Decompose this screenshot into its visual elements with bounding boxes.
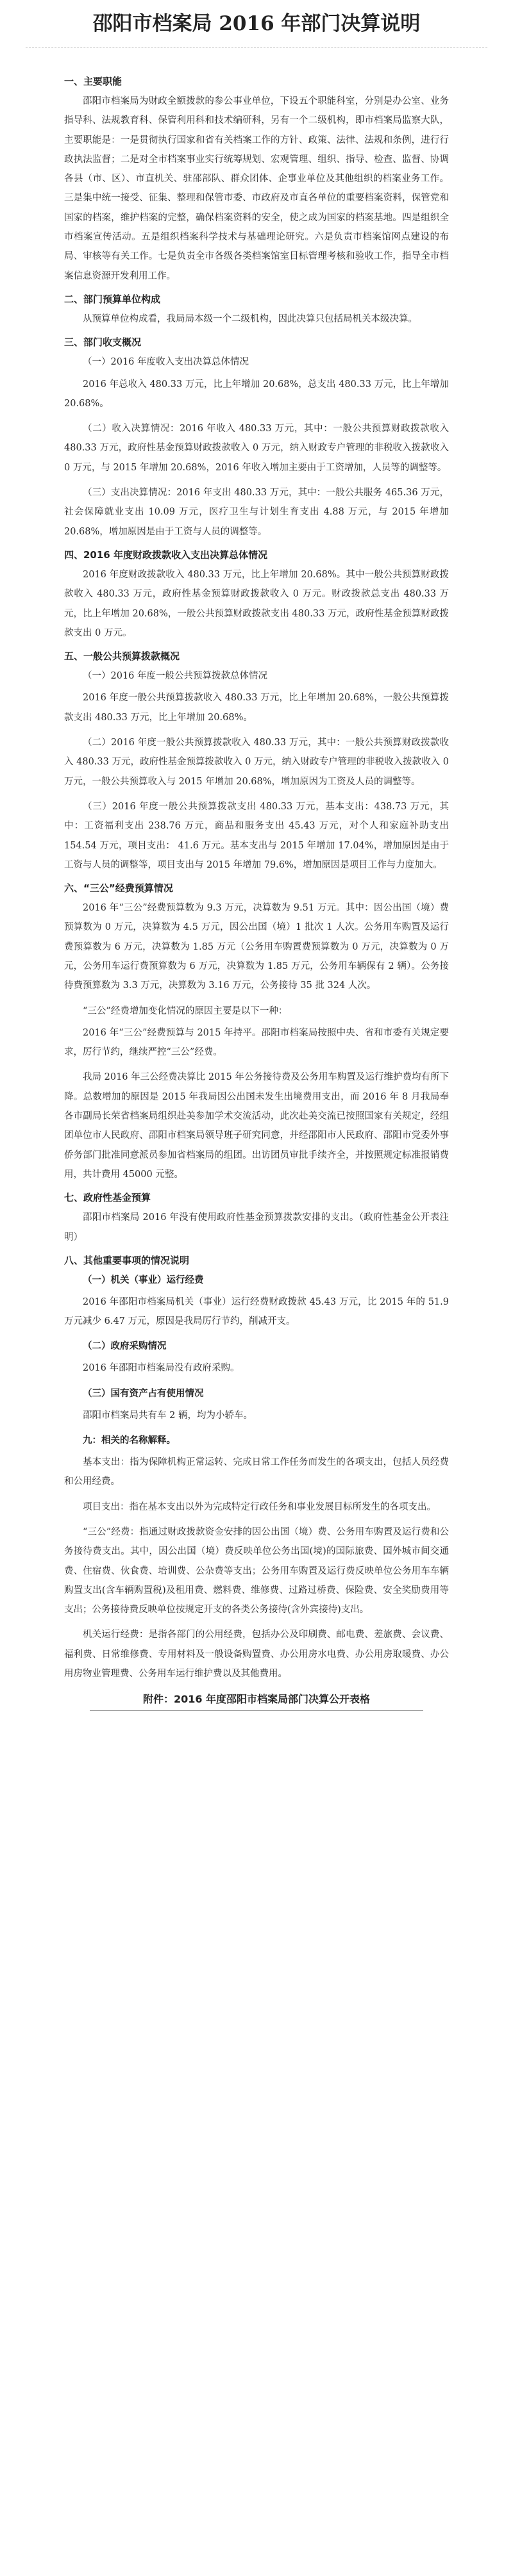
section-heading-income-expense: 三、部门收支概况 bbox=[64, 336, 142, 349]
paragraph: “三公”经费增加变化情况的原因主要是以下一种： bbox=[83, 1005, 288, 1016]
sub-heading-procurement: （二）政府采购情况 bbox=[83, 1341, 167, 1352]
paragraph: 邵阳市档案局 2016 年没有使用政府性基金预算拨款安排的支出。（政府性基金公开表注明） bbox=[64, 1212, 449, 1243]
section-heading-government-fund: 七、政府性基金预算 bbox=[64, 1192, 151, 1204]
sub-heading-state-assets: （三）国有资产占有使用情况 bbox=[83, 1388, 204, 1399]
paragraph: 2016 年邵阳市档案局机关（事业）运行经费财政拨款 45.43 万元，比 2015 年的 51.9 万元减少 6.47 万元，原因是我局厉行节约，削减开支。 bbox=[64, 1296, 449, 1327]
section-heading-other-matters: 八、其他重要事项的情况说明 bbox=[64, 1254, 190, 1266]
title-divider bbox=[26, 47, 487, 48]
paragraph: 2016 年“三公”经费预算数为 9.3 万元，决算数为 9.51 万元。其中：因公出国（境）费预算数为 0 万元，决算数为 4.5 万元，因公出国（境）1 批次 1 人次。公务用车购置及运行费预算数为 6 万元，决算数为 1.85 万元（公务用车购置费预算数为 0 万元，决算数为 0 万元，公务用车运行费预算数为 6 万元，决算数为 1.85 万元，公务用车辆保有 2 辆）。公务接待费预算数为 3.3 万元，决算数为 3.16 万元，公务接待 35 批 324 人次。 bbox=[64, 903, 449, 991]
paragraph: 机关运行经费：是指各部门的公用经费，包括办公及印刷费、邮电费、差旅费、会议费、福利费、日常维修费、专用材料及一般设备购置费、办公用房水电费、办公用房取暖费、办公用房物业管理费、公务用车运行维护费以及其他费用。 bbox=[64, 1630, 449, 1679]
paragraph: 基本支出：指为保障机构正常运转、完成日常工作任务而发生的各项支出，包括人员经费和公用经费。 bbox=[64, 1457, 449, 1487]
sub-heading-operating-costs: （一）机关（事业）运行经费 bbox=[83, 1275, 204, 1285]
paragraph: 我局 2016 年三公经费决算比 2015 年公务接待费及公务用车购置及运行维护费均有所下降。总数增加的原因是 2015 年我局因公出国未发生出境费用支出，而 2016 年 8 月我局奉各市副局长荣省档案局组织赴美参加学术交流活动，此次赴美交流已按照国家有关规定，经组团单位市人民政府、邵阳市档案局领导班子研究同意，并经邵阳市人民政府、邵阳市党委外事侨务部门批准同意派员参加省档案局的组团。出访团员审批手续齐全，并按照规定标准报销费用，共计费用 45000 元整。 bbox=[64, 1072, 449, 1180]
paragraph: 项目支出：指在基本支出以外为完成特定行政任务和事业发展目标所发生的各项支出。 bbox=[83, 1501, 436, 1512]
paragraph: 邵阳市档案局共有车 2 辆，均为小轿车。 bbox=[83, 1410, 253, 1421]
section-heading-budget-units: 二、部门预算单位构成 bbox=[64, 293, 161, 305]
paragraph: （三）支出决算情况：2016 年支出 480.33 万元，其中：一般公共服务 465.36 万元，社会保障就业支出 10.09 万元，医疗卫生与计划生育支出 4.88 万元，与 2015 年增加 20.68%，增加原因是由于工资与人员的调整等。 bbox=[64, 488, 449, 537]
paragraph: （一）2016 年度收入支出决算总体情况 bbox=[83, 357, 249, 368]
section-heading-main-functions: 一、主要职能 bbox=[64, 76, 122, 87]
document-title: 邵阳市档案局 2016 年部门决算说明 bbox=[92, 12, 421, 35]
section-heading-general-budget: 五、一般公共预算拨款概况 bbox=[64, 650, 180, 663]
paragraph: （一）2016 年度一般公共预算拨款总体情况 bbox=[83, 671, 268, 682]
paragraph: （三）2016 年度一般公共预算拨款支出 480.33 万元，基本支出：438.73 万元，其中：工资福利支出 238.76 万元，商品和服务支出 45.43 万元，对个人和家庭补助支出 154.54 万元，项目支出： 41.6 万元。基本支出与 2015 年增加 17.04%，增加原因是由于工资与人员的调整等，项目支出与 2015 年增加 79.6%，增加原因是项目工作与力度加大。 bbox=[64, 801, 449, 870]
paragraph: （二）2016 年度一般公共预算拨款收入 480.33 万元，其中：一般公共预算财政拨款收入 480.33 万元，政府性基金预算拨款收入 0 万元，纳入财政专户管理的非税收入拨款收入 0 万元，一般公共预算收入与 2015 年增加 20.68%，增加原因为工资及人员的调整等。 bbox=[64, 738, 449, 787]
section-heading-three-public-expenses: 六、“三公”经费预算情况 bbox=[64, 882, 173, 895]
sub-heading-glossary: 九：相关的名称解释。 bbox=[83, 1435, 176, 1446]
section-heading-fiscal-appropriation: 四、2016 年度财政拨款收入支出决算总体情况 bbox=[64, 549, 267, 561]
bottom-divider bbox=[90, 1710, 423, 1711]
paragraph: 2016 年度一般公共预算拨款收入 480.33 万元，比上年增加 20.68%，一般公共预算拨款支出 480.33 万元，比上年增加 20.68%。 bbox=[64, 693, 449, 723]
paragraph: 2016 年邵阳市档案局没有政府采购。 bbox=[83, 1363, 240, 1374]
paragraph: 2016 年总收入 480.33 万元，比上年增加 20.68%，总支出 480.33 万元，比上年增加 20.68%。 bbox=[64, 379, 449, 409]
paragraph: 2016 年“三公”经费预算与 2015 年持平。邵阳市档案局按照中央、省和市委有关规定要求，厉行节约，继续严控“三公”经费。 bbox=[64, 1027, 449, 1058]
paragraph: 邵阳市档案局为财政全额拨款的参公事业单位，下设五个职能科室，分别是办公室、业务指导科、法规教育科、保管利用科和技术编研科，另有一个二级机构，即市档案局监察大队，主要职能是：一是贯彻执行国家和省有关档案工作的方针、政策、法律、法规和条例，进行行政执法监督；二是对全市档案事业实行统筹规划、宏观管理、组织、指导、检查、监督、协调各县（市、区）、市直机关、驻邵部队、群众团体、企事业单位及其他组织的档案业务工作。三是集中统一接受、征集、整理和保管市委、市政府及市直各单位的重要档案资料，保管党和国家的档案，维护档案的完整，确保档案资料的安全，使之成为国家的档案基地。四是组织全市档案宣传活动。五是组织档案科学技术与基础理论研究。六是负责市档案馆网点建设的布局、审核等有关工作。七是负责全市各级各类档案馆室目标管理考核和验收工作，指导全市档案信息资源开发利用工作。 bbox=[64, 96, 449, 281]
paragraph: 从预算单位构成看，我局局本级一个二级机构，因此决算只包括局机关本级决算。 bbox=[83, 313, 417, 324]
paragraph: （二）收入决算情况：2016 年收入 480.33 万元，其中：一般公共预算财政拨款收入 480.33 万元，政府性基金预算财政拨款收入 0 万元，纳入财政专户管理的非税收入拨款收入 0 万元，与 2015 年增加 20.68%，2016 年收入增加主要由于工资增加，人员等的调整等。 bbox=[64, 424, 449, 473]
attachment-link[interactable]: 附件：2016 年度邵阳市档案局部门决算公开表格 bbox=[142, 1693, 371, 1706]
paragraph: 2016 年度财政拨款收入 480.33 万元，比上年增加 20.68%。其中一般公共预算财政拨款收入 480.33 万元，政府性基金预算财政拨款收入 0 万元。财政拨款总支出 480.33 万元，比上年增加 20.68%，一般公共预算财政拨款支出 480.33 万元，政府性基金预算财政拨款支出 0 万元。 bbox=[64, 569, 449, 638]
paragraph: “三公”经费：指通过财政拨款资金安排的因公出国（境）费、公务用车购置及运行费和公务接待费支出。其中，因公出国（境）费反映单位公务出国(境)的国际旅费、国外城市间交通费、住宿费、伙食费、培训费、公杂费等支出；公务用车购置及运行费反映单位公务用车车辆购置支出(含车辆购置税)及租用费、燃料费、维修费、过路过桥费、保险费、安全奖励费用等支出；公务接待费反映单位按规定开支的各类公务接待(含外宾接待)支出。 bbox=[64, 1526, 449, 1615]
